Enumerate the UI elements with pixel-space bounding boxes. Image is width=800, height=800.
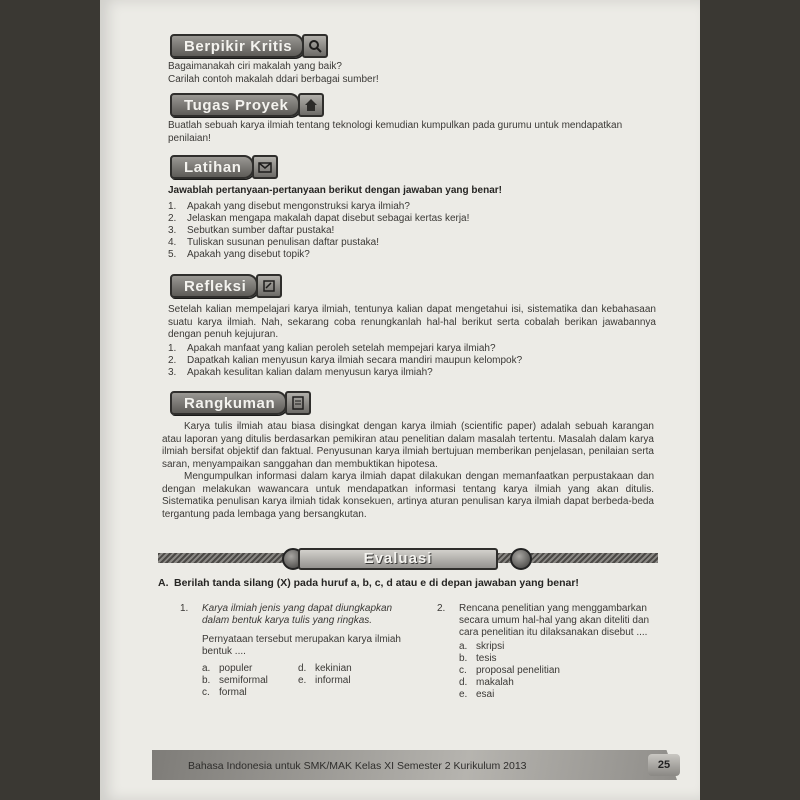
option-letter: e. bbox=[459, 689, 468, 700]
option-c[interactable] bbox=[459, 665, 657, 677]
option-text: tesis bbox=[476, 653, 497, 664]
option-text: esai bbox=[476, 689, 495, 700]
option-a[interactable] bbox=[202, 663, 298, 675]
refleksi-intro bbox=[168, 304, 656, 342]
list-item bbox=[168, 225, 469, 237]
option-text: skripsi bbox=[476, 641, 505, 652]
tugas-proyek-header bbox=[170, 94, 324, 116]
option-b[interactable] bbox=[202, 675, 298, 687]
tugas-proyek-title: Tugas Proyek bbox=[170, 93, 300, 117]
option-c[interactable] bbox=[202, 687, 298, 699]
question-number: 1. bbox=[180, 603, 189, 614]
rangkuman-body bbox=[162, 421, 654, 521]
latihan-instruction: Jawablah pertanyaan-pertanyaan berikut dengan jawaban yang benar! bbox=[168, 185, 502, 196]
list-item bbox=[168, 213, 469, 225]
latihan-question-list bbox=[168, 201, 469, 261]
item-text: Apakah manfaat yang kalian peroleh setelah mempejari karya ilmiah? bbox=[187, 343, 496, 354]
house-icon bbox=[298, 93, 324, 117]
page-number: 25 bbox=[648, 754, 680, 776]
item-number: 2. bbox=[168, 213, 177, 224]
evaluasi-instruction: Berilah tanda silang (X) pada huruf a, b, c, d atau e di depan jawaban yang benar! bbox=[174, 577, 579, 589]
option-letter: b. bbox=[202, 675, 211, 686]
latihan-header bbox=[170, 156, 278, 178]
item-text: Apakah yang disebut mengonstruksi karya ilmiah? bbox=[187, 201, 410, 212]
refleksi-paragraph: Setelah kalian mempelajari karya ilmiah, tentunya kalian dapat mengetahui isi, sistematika dan kebahasaan suatu karya ilmiah. Nah, sekarang coba renungkanlah hal-hal berikut serta cobalah berikan jawabannya dengan penuh kejujuran. bbox=[168, 304, 656, 340]
question-prompt: Pernyataan tersebut merupakan karya ilmiah bentuk .... bbox=[202, 634, 401, 657]
option-list bbox=[459, 641, 657, 701]
evaluasi-instruction-row bbox=[158, 577, 579, 590]
option-e[interactable] bbox=[459, 689, 657, 701]
section-letter: A. bbox=[158, 577, 169, 589]
item-number: 1. bbox=[168, 201, 177, 212]
magnifier-icon bbox=[302, 34, 328, 58]
option-letter: d. bbox=[459, 677, 468, 688]
rangkuman-paragraph: Karya tulis ilmiah atau biasa disingkat dengan karya ilmiah (scientific paper) adalah sebuah karangan atau laporan yang ditulis berdasarkan pemikiran atau penelitian dalam masalah tertentu. Masalah dalam karya ilmiah bersifat objektif dan faktual. Penyusunan karya ilmiah bertujuan memberikan penjelasan, penilaian serta saran, menyampaikan sanggahan dan membuktikan hipotesa. bbox=[162, 421, 654, 470]
berpikir-kritis-title: Berpikir Kritis bbox=[170, 34, 304, 58]
book-page bbox=[100, 0, 700, 800]
option-text: semiformal bbox=[219, 675, 268, 686]
option-a[interactable] bbox=[459, 641, 657, 653]
mirror-icon bbox=[256, 274, 282, 298]
refleksi-title: Refleksi bbox=[170, 274, 258, 298]
evaluasi-banner bbox=[158, 550, 658, 566]
item-text: Apakah kesulitan kalian dalam menyusun karya ilmiah? bbox=[187, 367, 433, 378]
option-letter: e. bbox=[298, 675, 307, 686]
berpikir-kritis-header bbox=[170, 35, 328, 57]
refleksi-question-list bbox=[168, 343, 522, 379]
list-item bbox=[168, 367, 522, 379]
item-number: 3. bbox=[168, 225, 177, 236]
question-1 bbox=[180, 603, 405, 699]
option-text: informal bbox=[315, 675, 351, 686]
option-letter: d. bbox=[298, 663, 307, 674]
tugas-proyek-text: Buatlah sebuah karya ilmiah tentang teknologi kemudian kumpulkan pada gurumu untuk mendapatkan penilaian! bbox=[168, 120, 623, 144]
question-2 bbox=[437, 603, 657, 701]
option-b[interactable] bbox=[459, 653, 657, 665]
option-text: proposal penelitian bbox=[476, 665, 560, 676]
item-number: 3. bbox=[168, 367, 177, 378]
text-line: Bagaimanakah ciri makalah yang baik? bbox=[168, 61, 342, 72]
list-item bbox=[168, 355, 522, 367]
envelope-icon bbox=[252, 155, 278, 179]
item-number: 2. bbox=[168, 355, 177, 366]
item-text: Sebutkan sumber daftar pustaka! bbox=[187, 225, 335, 236]
list-item bbox=[168, 237, 469, 249]
option-letter: b. bbox=[459, 653, 468, 664]
berpikir-kritis-text bbox=[168, 61, 379, 86]
option-text: populer bbox=[219, 663, 253, 674]
option-text: kekinian bbox=[315, 663, 352, 674]
option-letter: c. bbox=[459, 665, 467, 676]
item-text: Apakah yang disebut topik? bbox=[187, 249, 310, 260]
option-d[interactable] bbox=[459, 677, 657, 689]
rangkuman-header bbox=[170, 392, 311, 414]
text-line: Carilah contoh makalah ddari berbagai sumber! bbox=[168, 73, 379, 85]
footer-text: Bahasa Indonesia untuk SMK/MAK Kelas XI Semester 2 Kurikulum 2013 bbox=[188, 760, 527, 772]
notebook-icon bbox=[285, 391, 311, 415]
question-stem: Rencana penelitian yang menggambarkan secara umum hal-hal yang akan diteliti dan cara penelitian itu dilaksanakan disebut .... bbox=[459, 603, 650, 638]
question-number: 2. bbox=[437, 603, 446, 614]
option-letter: a. bbox=[202, 663, 211, 674]
question-stem: Karya ilmiah jenis yang dapat diungkapkan dalam bentuk karya tulis yang ringkas. bbox=[202, 603, 393, 626]
option-letter: c. bbox=[202, 687, 210, 698]
item-text: Dapatkah kalian menyusun karya ilmiah secara mandiri maupun kelompok? bbox=[187, 355, 523, 366]
evaluasi-title: Evaluasi bbox=[298, 548, 498, 570]
option-e[interactable] bbox=[298, 675, 398, 687]
rangkuman-paragraph: Mengumpulkan informasi dalam karya ilmiah dapat dilakukan dengan memanfaatkan perpustakaan dan dengan melakukan wawancara untuk mendapatkan informasi tentang karya ilmiah yang akan ditulis. Sistematika penulisan karya ilmiah tidak konsekuen, artinya aturan penulisan karya ilmiah dapat berbeda-beda tergantung pada lembaga yang bersangkutan. bbox=[162, 471, 654, 520]
item-number: 4. bbox=[168, 237, 177, 248]
list-item bbox=[168, 249, 469, 261]
option-letter: a. bbox=[459, 641, 468, 652]
item-text: Jelaskan mengapa makalah dapat disebut sebagai kertas kerja! bbox=[187, 213, 470, 224]
item-number: 1. bbox=[168, 343, 177, 354]
option-text: formal bbox=[219, 687, 247, 698]
latihan-title: Latihan bbox=[170, 155, 254, 179]
list-item bbox=[168, 343, 522, 355]
banner-circle-right bbox=[510, 548, 532, 570]
refleksi-header bbox=[170, 275, 282, 297]
rangkuman-title: Rangkuman bbox=[170, 391, 287, 415]
option-text: makalah bbox=[476, 677, 514, 688]
item-number: 5. bbox=[168, 249, 177, 260]
item-text: Tuliskan susunan penulisan daftar pustaka! bbox=[187, 237, 379, 248]
option-d[interactable] bbox=[298, 663, 398, 675]
option-list bbox=[202, 663, 405, 699]
list-item bbox=[168, 201, 469, 213]
